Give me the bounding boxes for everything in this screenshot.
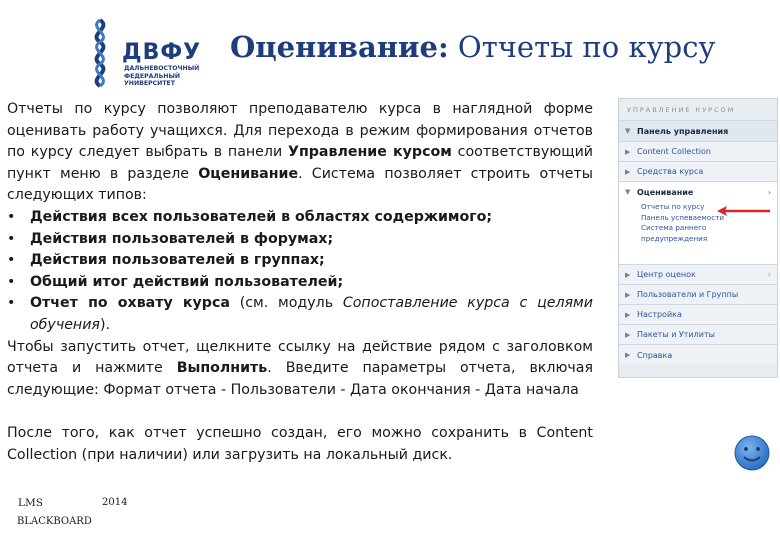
- intro-text-3: . Система позволяет строить отчеты следующих типов:: [7, 165, 593, 204]
- run-text-1: Чтобы запустить отчет, щелкните ссылку на действие рядом с заголовком отчета и нажмите: [7, 338, 593, 377]
- report-types-list: [7, 207, 593, 337]
- control-panel-label: Панель управления: [637, 126, 729, 136]
- intro-paragraph: [7, 99, 593, 207]
- title-bold-part: Оценивание:: [230, 30, 449, 64]
- footer-lms: LMS: [18, 497, 43, 509]
- triangle-right-icon: ▶: [625, 147, 631, 156]
- panel-item-label: Пользователи и Группы: [637, 290, 739, 299]
- logo-subtitle: ДАЛЬНЕВОСТОЧНЫЙ ФЕДЕРАЛЬНЫЙ УНИВЕРСИТЕТ: [124, 65, 200, 87]
- panel-item-help[interactable]: [619, 345, 777, 365]
- evaluation-section: [619, 182, 777, 265]
- panel-item-label: Центр оценок: [637, 270, 696, 279]
- dvfu-logo: [82, 18, 222, 88]
- intro-bold-2: Оценивание: [198, 165, 299, 182]
- triangle-right-icon: ▶: [625, 270, 631, 279]
- triangle-right-icon: ▶: [625, 351, 631, 359]
- course-management-panel: [618, 98, 778, 378]
- eval-item-performance-dashboard[interactable]: Панель успеваемости: [641, 212, 725, 222]
- title-rest-part: Отчеты по курсу: [448, 30, 716, 64]
- panel-item-evaluation[interactable]: [619, 182, 777, 202]
- panel-item-label: Средства курса: [637, 167, 704, 176]
- footer-blackboard: BLACKBOARD: [17, 516, 92, 527]
- red-arrow-icon: [716, 205, 772, 217]
- chevron-right-icon: ›: [767, 270, 771, 279]
- panel-header: УПРАВЛЕНИЕ КУРСОМ: [619, 99, 777, 121]
- control-panel-row[interactable]: [619, 121, 777, 142]
- run-text-2: . Введите параметры отчета, включая следующие: Формат отчета - Пользователи - Дата окончания - Дата начала: [7, 360, 594, 398]
- panel-item-label: Справка: [637, 350, 673, 360]
- slide-title: [230, 30, 716, 64]
- intro-text-2: соответствующий пункт меню в разделе: [7, 144, 594, 182]
- intro-text-1: Отчеты по курсу позволяют преподавателю курса в наглядной форме оценивать работу учащихся. Для перехода в режим формирования отчетов по курсу следует выбрать в панели: [7, 101, 593, 161]
- list-item: • Общий итог действий пользователей;: [7, 272, 593, 294]
- smiley-navigation-icon[interactable]: [733, 434, 771, 472]
- panel-item-grade-center[interactable]: [619, 265, 777, 285]
- list-item: • Действия всех пользователей в областях содержимого;: [7, 207, 593, 229]
- panel-item-course-tools[interactable]: [619, 162, 777, 182]
- last-bullet-normal: (см. модуль: [229, 295, 343, 312]
- intro-bold-1: Управление курсом: [288, 144, 452, 161]
- after-paragraph: После того, как отчет успешно создан, его можно сохранить в Content Collection (при наличии) или загрузить на локальный диск.: [7, 425, 593, 463]
- eval-item-early-warning[interactable]: Система раннего предупреждения: [641, 223, 708, 243]
- eval-item-course-reports[interactable]: Отчеты по курсу: [641, 202, 705, 211]
- panel-item-label: Content Collection: [637, 147, 711, 156]
- triangle-right-icon: ▶: [625, 167, 631, 176]
- last-bullet-italic: Сопоставление курса с целями обучения: [30, 295, 593, 333]
- panel-item-customization[interactable]: [619, 305, 777, 325]
- panel-item-packages-utilities[interactable]: [619, 325, 777, 345]
- triangle-right-icon: ▶: [625, 310, 631, 319]
- logo-name: ДВФУ: [122, 40, 202, 65]
- triangle-down-icon: ▼: [625, 188, 631, 196]
- panel-item-users-groups[interactable]: [619, 285, 777, 305]
- run-paragraph: [7, 337, 593, 402]
- eval-gap: [619, 244, 777, 258]
- list-item: • Действия пользователей в форумах;: [7, 229, 593, 251]
- triangle-right-icon: ▶: [625, 330, 631, 339]
- chevron-right-icon: ›: [767, 187, 771, 197]
- panel-item-content-collection[interactable]: [619, 142, 777, 162]
- evaluation-label: Оценивание: [637, 187, 694, 197]
- triangle-right-icon: ▶: [625, 290, 631, 299]
- list-item: • Действия пользователей в группах;: [7, 250, 593, 272]
- footer-year: 2014: [102, 497, 128, 508]
- list-item: [7, 293, 593, 336]
- body-text: [7, 99, 593, 401]
- run-bold: Выполнить: [176, 360, 268, 377]
- last-bullet-bold: Отчет по охвату курса: [30, 295, 230, 312]
- panel-item-label: Настройка: [637, 310, 682, 319]
- dvfu-logo-mark-icon: [82, 18, 118, 88]
- triangle-down-icon: ▼: [625, 127, 631, 135]
- panel-item-label: Пакеты и Утилиты: [637, 330, 715, 339]
- last-bullet-end: ).: [99, 316, 111, 333]
